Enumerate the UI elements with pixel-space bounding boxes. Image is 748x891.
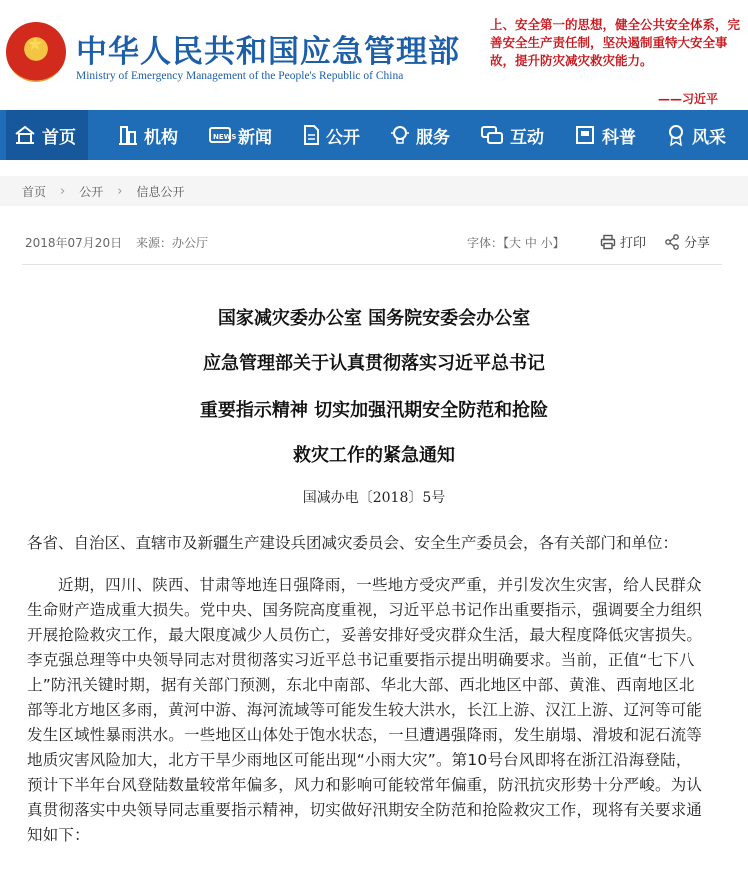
body-line: 发生区域性暴雨洪水。一些地区山体处于饱水状态，一旦遭遇强降雨，发生崩塌、滑坡和泥石流等 xyxy=(27,726,703,744)
share-icon xyxy=(664,234,680,250)
lightbulb-icon xyxy=(390,124,410,146)
breadcrumb-info[interactable]: 信息公开 xyxy=(136,184,185,199)
nav-item-interaction[interactable] xyxy=(472,110,544,160)
nav-label: 新闻 xyxy=(238,127,272,148)
body-line: 近期，四川、陕西、甘肃等地连日强降雨，一些地方受灾严重，并引发次生灾害，给人民群众 xyxy=(58,576,702,594)
chevron-right-icon: › xyxy=(60,183,66,199)
national-emblem-icon[interactable] xyxy=(6,22,66,82)
breadcrumb-public[interactable]: 公开 xyxy=(79,184,104,199)
nav-label: 科普 xyxy=(602,127,636,148)
body-line: 真贯彻落实中央领导同志重要指示精神，切实做好汛期安全防范和抢险救灾工作，现将有关要求通 xyxy=(27,801,703,819)
body-line: 生命财产造成重大损失。党中央、国务院高度重视，习近平总书记作出重要指示，强调要全力组织 xyxy=(27,601,703,619)
article-salutation: 各省、自治区、直辖市及新疆生产建设兵团减灾委员会、安全生产委员会，各有关部门和单位： xyxy=(27,534,679,552)
star-icon: ★ xyxy=(27,34,44,55)
home-icon xyxy=(14,125,36,145)
main-nav xyxy=(0,110,748,160)
nav-item-news[interactable] xyxy=(200,110,272,160)
breadcrumb xyxy=(0,176,748,206)
nav-label: 机构 xyxy=(144,127,178,148)
body-line: 知如下： xyxy=(27,826,90,844)
chevron-right-icon: › xyxy=(117,183,123,199)
article-title-line: 国家减灾委办公室 国务院安委会办公室 xyxy=(217,308,531,329)
nav-label: 服务 xyxy=(416,127,450,148)
article-body xyxy=(27,573,721,848)
building-icon xyxy=(118,124,138,146)
font-size-selector[interactable]: 字体：【大 中 小】 xyxy=(467,236,565,250)
breadcrumb-home[interactable]: 首页 xyxy=(22,184,47,199)
nav-item-science[interactable] xyxy=(566,110,636,160)
document-number: 国减办电〔2018〕5号 xyxy=(302,490,446,506)
article-title-line: 救灾工作的紧急通知 xyxy=(293,445,455,466)
svg-text:NEWS: NEWS xyxy=(213,133,237,141)
printer-icon xyxy=(600,234,616,250)
article-title-line: 重要指示精神 切实加强汛期安全防范和抢险 xyxy=(199,400,549,421)
site-title[interactable]: 中华人民共和国应急管理部 xyxy=(76,34,460,70)
publish-date: 2018年07月20日 xyxy=(25,236,123,250)
nav-item-public[interactable] xyxy=(294,110,360,160)
body-line: 地质灾害风险加大，北方干旱少雨地区可能出现“小雨大灾”。第10号台风即将在浙江沿海登陆， xyxy=(27,751,692,769)
nav-label: 首页 xyxy=(42,127,76,148)
print-button[interactable] xyxy=(600,232,646,251)
body-line: 预计下半年台风登陆数量较常年偏多，风力和影响可能较常年偏重，防汛抗灾形势十分严峻。为认 xyxy=(27,776,703,794)
medal-icon xyxy=(666,124,686,146)
nav-item-service[interactable] xyxy=(382,110,450,160)
slogan-signature: ——习近平 xyxy=(658,92,719,106)
site-header xyxy=(0,0,748,110)
book-icon xyxy=(574,125,596,145)
body-line: 开展抢险救灾工作，最大限度减少人员伤亡，妥善安排好受灾群众生活，最大程度降低灾害损失。 xyxy=(27,626,703,644)
nav-label: 公开 xyxy=(326,127,360,148)
nav-item-home[interactable] xyxy=(6,110,88,160)
article-title-line: 应急管理部关于认真贯彻落实习近平总书记 xyxy=(203,353,545,374)
document-icon xyxy=(302,124,320,146)
site-subtitle: Ministry of Emergency Management of the People's Republic of China xyxy=(76,70,404,82)
print-label: 打印 xyxy=(620,236,647,251)
news-icon xyxy=(208,125,237,145)
article-meta xyxy=(0,230,748,254)
share-label: 分享 xyxy=(684,236,711,251)
nav-label: 互动 xyxy=(510,127,544,148)
nav-item-organization[interactable] xyxy=(110,110,178,160)
chat-icon xyxy=(480,125,504,145)
meta-divider xyxy=(22,264,722,265)
body-line: 上”防汛关键时期，据有关部门预测，东北中南部、华北大部、西北地区中部、黄淮、西南地区北 xyxy=(27,676,695,694)
body-line: 李克强总理等中央领导同志对贯彻落实习近平总书记重要指示提出明确要求。当前，正值“七下八 xyxy=(27,651,695,669)
nav-label: 风采 xyxy=(692,127,726,148)
share-button[interactable] xyxy=(664,232,710,251)
nav-item-style[interactable] xyxy=(658,110,726,160)
article-source: 来源：办公厅 xyxy=(136,236,209,250)
body-line: 部等北方地区多雨，黄河中游、海河流域等可能发生较大洪水，长江上游、汉江上游、辽河等可能 xyxy=(27,701,703,719)
header-slogan: 上、安全第一的思想，健全公共安全体系，完善安全生产责任制，坚决遏制重特大安全事故，提升防灾减灾救灾能力。 xyxy=(490,17,741,68)
